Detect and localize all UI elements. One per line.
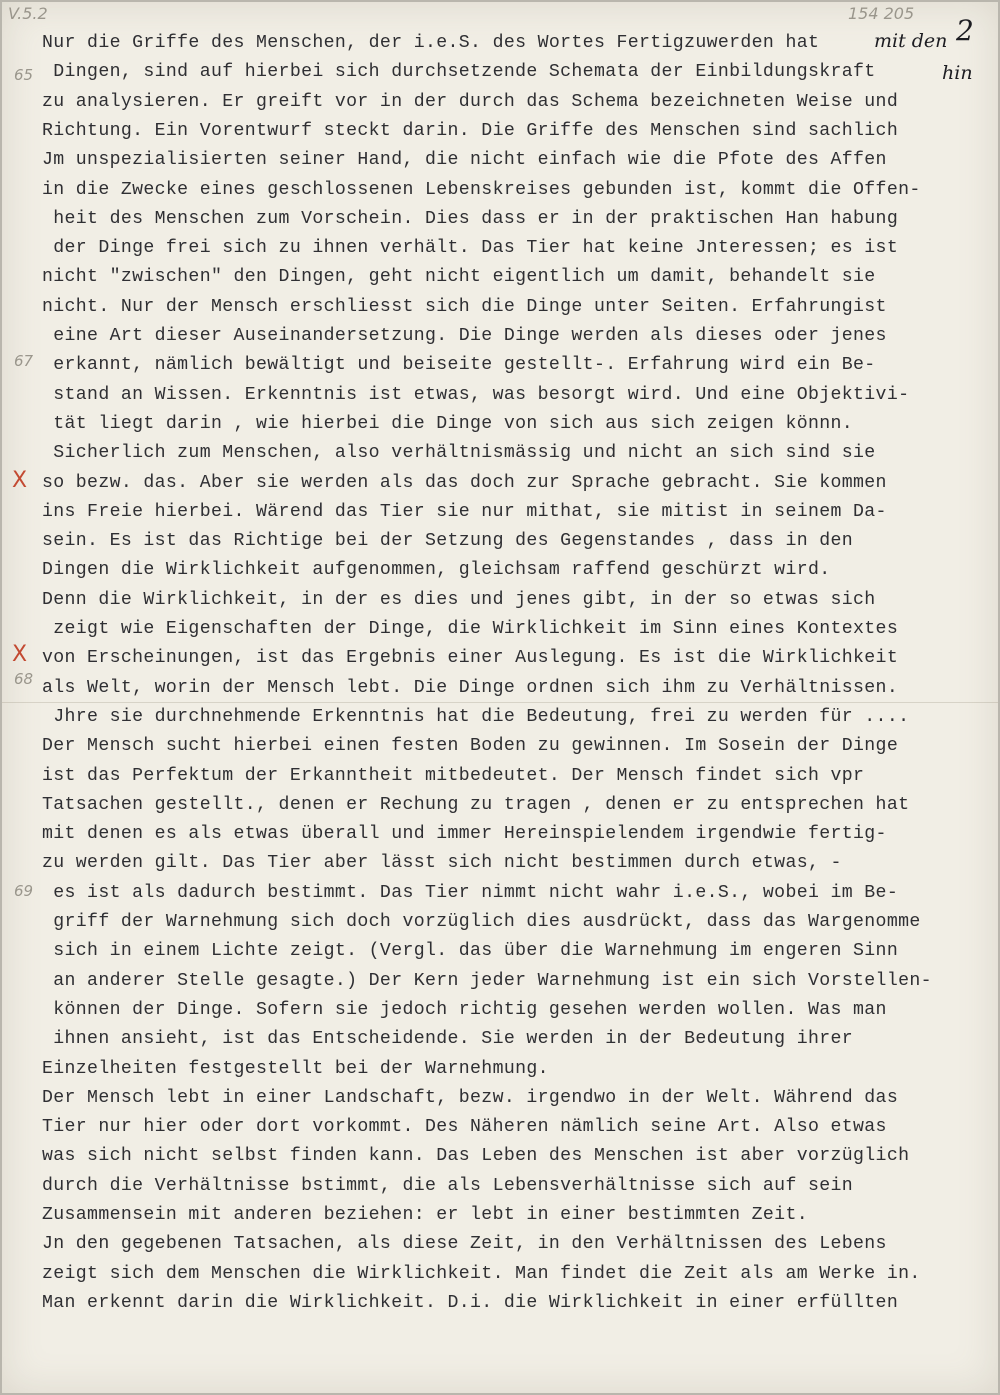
- text-line: Der Mensch sucht hierbei einen festen Boden zu gewinnen. Im Sosein der Dinge: [42, 736, 899, 757]
- text-line: ist das Perfektum der Erkanntheit mitbedeutet. Der Mensch findet sich vpr: [42, 765, 865, 786]
- text-line: zu werden gilt. Das Tier aber lässt sich nicht bestimmen durch etwas, -: [42, 853, 842, 874]
- text-line: Jm unspezialisierten seiner Hand, die nicht einfach wie die Pfote des Affen: [42, 150, 887, 171]
- text-line: was sich nicht selbst finden kann. Das Leben des Menschen ist aber vorzüglich: [42, 1146, 910, 1167]
- text-line: heit des Menschen zum Vorschein. Dies dass er in der praktischen Han habung: [42, 208, 899, 229]
- text-line: Einzelheiten festgestellt bei der Warnehmung.: [42, 1058, 549, 1079]
- text-line: Denn die Wirklichkeit, in der es dies und jenes gibt, in der so etwas sich: [42, 589, 876, 610]
- red-cross-mark: X: [12, 468, 28, 493]
- text-line: es ist als dadurch bestimmt. Das Tier nimmt nicht wahr i.e.S., wobei im Be-: [42, 882, 899, 903]
- text-line: Man erkennt darin die Wirklichkeit. D.i. die Wirklichkeit in einer erfüllten: [42, 1292, 899, 1313]
- red-cross-mark: X: [12, 642, 28, 667]
- text-line: griff der Warnehmung sich doch vorzüglich dies ausdrückt, dass das Wargenomme: [42, 912, 921, 932]
- text-line: in die Zwecke eines geschlossenen Lebenskreises gebunden ist, kommt die Offen-: [42, 179, 921, 200]
- ink-page-number: 2: [956, 14, 974, 47]
- text-line: durch die Verhältnisse bstimmt, die als Lebensverhältnisse sich auf sein: [42, 1175, 854, 1196]
- pencil-page-number: 154 205: [848, 4, 915, 23]
- text-line: zeigt wie Eigenschaften der Dinge, die Wirklichkeit im Sinn eines Kontextes: [42, 619, 899, 639]
- text-line: von Erscheinungen, ist das Ergebnis einer Auslegung. Es ist die Wirklichkeit: [42, 648, 899, 669]
- typescript-page: [2, 2, 998, 1393]
- text-line: Tatsachen gestellt., denen er Rechung zu tragen , denen er zu entsprechen hat: [42, 794, 910, 815]
- text-line: Dingen, sind auf hierbei sich durchsetzende Schemata der Einbildungskraft: [42, 62, 876, 83]
- text-line: nicht. Nur der Mensch erschliesst sich die Dinge unter Seiten. Erfahrungist: [42, 296, 887, 317]
- text-line: nicht "zwischen" den Dingen, geht nicht eigentlich um damit, behandelt sie: [42, 267, 876, 288]
- text-line: eine Art dieser Auseinandersetzung. Die Dinge werden als dieses oder jenes: [42, 326, 887, 346]
- page-fold: [2, 702, 998, 703]
- text-line: stand an Wissen. Erkenntnis ist etwas, was besorgt wird. Und eine Objektivi-: [42, 384, 910, 405]
- text-line: mit denen es als etwas überall und immer Hereinspielendem irgendwie fertig-: [42, 824, 887, 845]
- text-line: Dingen die Wirklichkeit aufgenommen, gleichsam raffend geschürzt wird.: [42, 560, 831, 581]
- text-line: Zusammensein mit anderen beziehen: er lebt in einer bestimmten Zeit.: [42, 1205, 808, 1225]
- text-line: Jn den gegebenen Tatsachen, als diese Zeit, in den Verhältnissen des Lebens: [42, 1234, 887, 1255]
- text-line: können der Dinge. Sofern sie jedoch richtig gesehen werden wollen. Was man: [42, 999, 887, 1020]
- text-line: zeigt sich dem Menschen die Wirklichkeit. Man findet die Zeit als am Werke in.: [42, 1263, 921, 1284]
- text-line: sein. Es ist das Richtige bei der Setzung des Gegenstandes , dass in den: [42, 531, 854, 552]
- margin-note-65: 65: [14, 66, 34, 84]
- text-line: zu analysieren. Er greift vor in der durch das Schema bezeichneten Weise und: [42, 91, 899, 112]
- margin-note-68: 68: [14, 670, 34, 688]
- text-line: ins Freie hierbei. Wärend das Tier sie nur mithat, sie mitist in seinem Da-: [42, 501, 887, 522]
- text-line: tät liegt darin , wie hierbei die Dinge von sich aus sich zeigen könnn.: [42, 413, 854, 434]
- text-line: Sicherlich zum Menschen, also verhältnismässig und nicht an sich sind sie: [42, 443, 876, 464]
- pencil-signature-mark: V.5.2: [8, 4, 48, 23]
- text-line: der Dinge frei sich zu ihnen verhält. Das Tier hat keine Jnteressen; es ist: [42, 238, 899, 259]
- margin-note-67: 67: [14, 352, 34, 370]
- text-line: sich in einem Lichte zeigt. (Vergl. das über die Warnehmung im engeren Sinn: [42, 941, 899, 962]
- text-line: ihnen ansieht, ist das Entscheidende. Sie werden in der Bedeutung ihrer: [42, 1029, 854, 1050]
- text-line: Richtung. Ein Vorentwurf steckt darin. Die Griffe des Menschen sind sachlich: [42, 120, 899, 141]
- text-line: Jhre sie durchnehmende Erkenntnis hat die Bedeutung, frei zu werden für ....: [42, 706, 910, 727]
- text-line: Der Mensch lebt in einer Landschaft, bezw. irgendwo in der Welt. Während das: [42, 1087, 899, 1108]
- text-line: Nur die Griffe des Menschen, der i.e.S. des Wortes Fertigzuwerden hat: [42, 33, 820, 53]
- margin-note-69: 69: [14, 882, 34, 900]
- text-line: erkannt, nämlich bewältigt und beiseite gestellt-. Erfahrung wird ein Be-: [42, 355, 876, 376]
- text-line: so bezw. das. Aber sie werden als das doch zur Sprache gebracht. Sie kommen: [42, 472, 887, 493]
- ink-insertion-mit-den: mit den: [874, 30, 948, 52]
- text-line: an anderer Stelle gesagte.) Der Kern jeder Warnehmung ist ein sich Vorstellen-: [42, 970, 932, 991]
- text-line: Tier nur hier oder dort vorkommt. Des Näheren nämlich seine Art. Also etwas: [42, 1117, 887, 1138]
- text-line: als Welt, worin der Mensch lebt. Die Dinge ordnen sich ihm zu Verhältnissen.: [42, 677, 899, 698]
- ink-insertion-hin: hin: [942, 62, 973, 84]
